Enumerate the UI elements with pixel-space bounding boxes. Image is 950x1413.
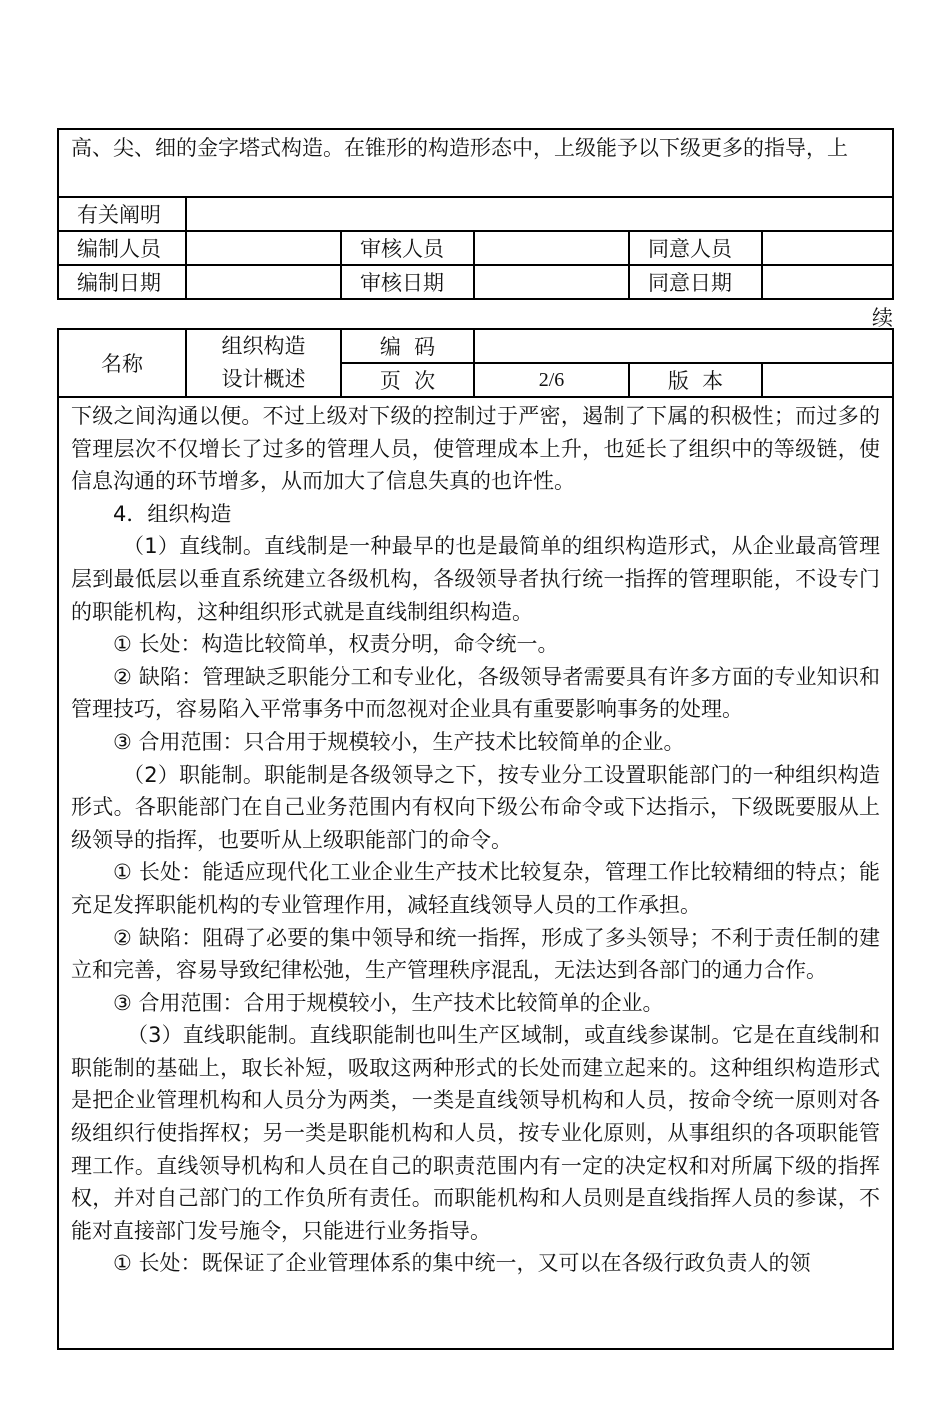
approve-date-label: 同意日期 [629,265,762,299]
page-value: 2/6 [474,363,629,397]
editor-label: 编制人员 [58,231,186,265]
editor-value [186,231,341,265]
paragraph-line-defects: ② 缺陷：管理缺乏职能分工和专业化，各级领导者需要具有许多方面的专业知识和管理技巧，容易陷入平常事务中而忽视对企业具有重要影响事务的处理。 [71,664,881,722]
paragraph-functional-advantages: ① 长处：能适应现代化工业企业生产技术比较复杂，管理工作比较精细的特点；能充足发挥职能机构的专业管理作用，减轻直线领导人员的工作承担。 [71,860,881,917]
review-date-value [474,265,629,299]
review-date-label: 审核日期 [341,265,474,299]
body-content [58,397,893,1349]
paragraph-line-functional-advantages: ① 长处：既保证了企业管理体系的集中统一，又可以在各级行政负责人的领 [113,1251,811,1276]
approver-value [762,231,893,265]
intro-text: 高、尖、细的金字塔式构造。在锥形的构造形态中，上级能予以下级更多的指导，上 [71,136,848,160]
code-value [474,329,893,363]
section-heading-org-structure: 4．组织构造 [113,501,232,526]
top-info-table [57,128,894,300]
code-label: 编 码 [341,329,474,363]
paragraph-functional-system: （2）职能制。职能制是各级领导之下，按专业分工设置职能部门的一种组织构造形式。各职能部门在自己业务范围内有权向下级公布命令或下达指示，下级既要服从上级领导的指挥，也要听从上级职能部门的命令。 [71,762,881,852]
related-notes-value [186,197,893,231]
edit-date-label: 编制日期 [58,265,186,299]
paragraph-functional-scope: ③ 合用范围：合用于规模较小，生产技术比较简单的企业。 [113,990,664,1015]
paragraph-communication: 下级之间沟通以便。不过上级对下级的控制过于严密，遏制了下属的积极性；而过多的管理层次不仅增长了过多的管理人员，使管理成本上升，也延长了组织中的等级链，使信息沟通的环节增多，从而加大了信息失真的也许性。 [71,404,881,494]
name-value-line2: 设计概述 [221,367,306,391]
document-header-table [57,328,894,1350]
intro-text-cell [58,129,893,197]
page-label: 页 次 [341,363,474,397]
paragraph-line-scope: ③ 合用范围：只合用于规模较小，生产技术比较简单的企业。 [113,729,685,754]
approver-label: 同意人员 [629,231,762,265]
version-value [762,363,893,397]
paragraph-line-system: （1）直线制。直线制是一种最早的也是最简单的组织构造形式，从企业最高管理层到最低层以垂直系统建立各级机构，各级领导者执行统一指挥的管理职能，不设专门的职能机构，这种组织形式就是直线制组织构造。 [71,534,881,624]
version-label: 版 本 [629,363,762,397]
paragraph-line-functional-system: （3）直线职能制。直线职能制也叫生产区域制，或直线参谋制。它是在直线制和职能制的基础上，取长补短，吸取这两种形式的长处而建立起来的。这种组织构造形式是把企业管理机构和人员分为两类，一类是直线领导机构和人员，按命令统一原则对各级组织行使指挥权；另一类是职能机构和人员，按专业化原则，从事组织的各项职能管理工作。直线领导机构和人员在自己的职责范围内有一定的决定权和对所属下级的指挥权，并对自己部门的工作负所有责任。而职能机构和人员则是直线指挥人员的参谋，不能对直接部门发号施令，只能进行业务指导。 [71,1023,881,1243]
continued-label: 续 [872,306,893,330]
paragraph-functional-defects: ② 缺陷：阻碍了必要的集中领导和统一指挥，形成了多头领导；不利于责任制的建立和完善，容易导致纪律松弛，生产管理秩序混乱，无法达到各部门的通力合作。 [71,925,881,983]
reviewer-label: 审核人员 [341,231,474,265]
name-value [186,329,341,397]
related-notes-label: 有关阐明 [58,197,186,231]
approve-date-value [762,265,893,299]
name-value-line1: 组织构造 [221,334,306,358]
edit-date-value [186,265,341,299]
paragraph-line-advantages: ① 长处：构造比较简单，权责分明，命令统一。 [113,632,559,657]
reviewer-value [474,231,629,265]
name-label: 名称 [58,329,186,397]
